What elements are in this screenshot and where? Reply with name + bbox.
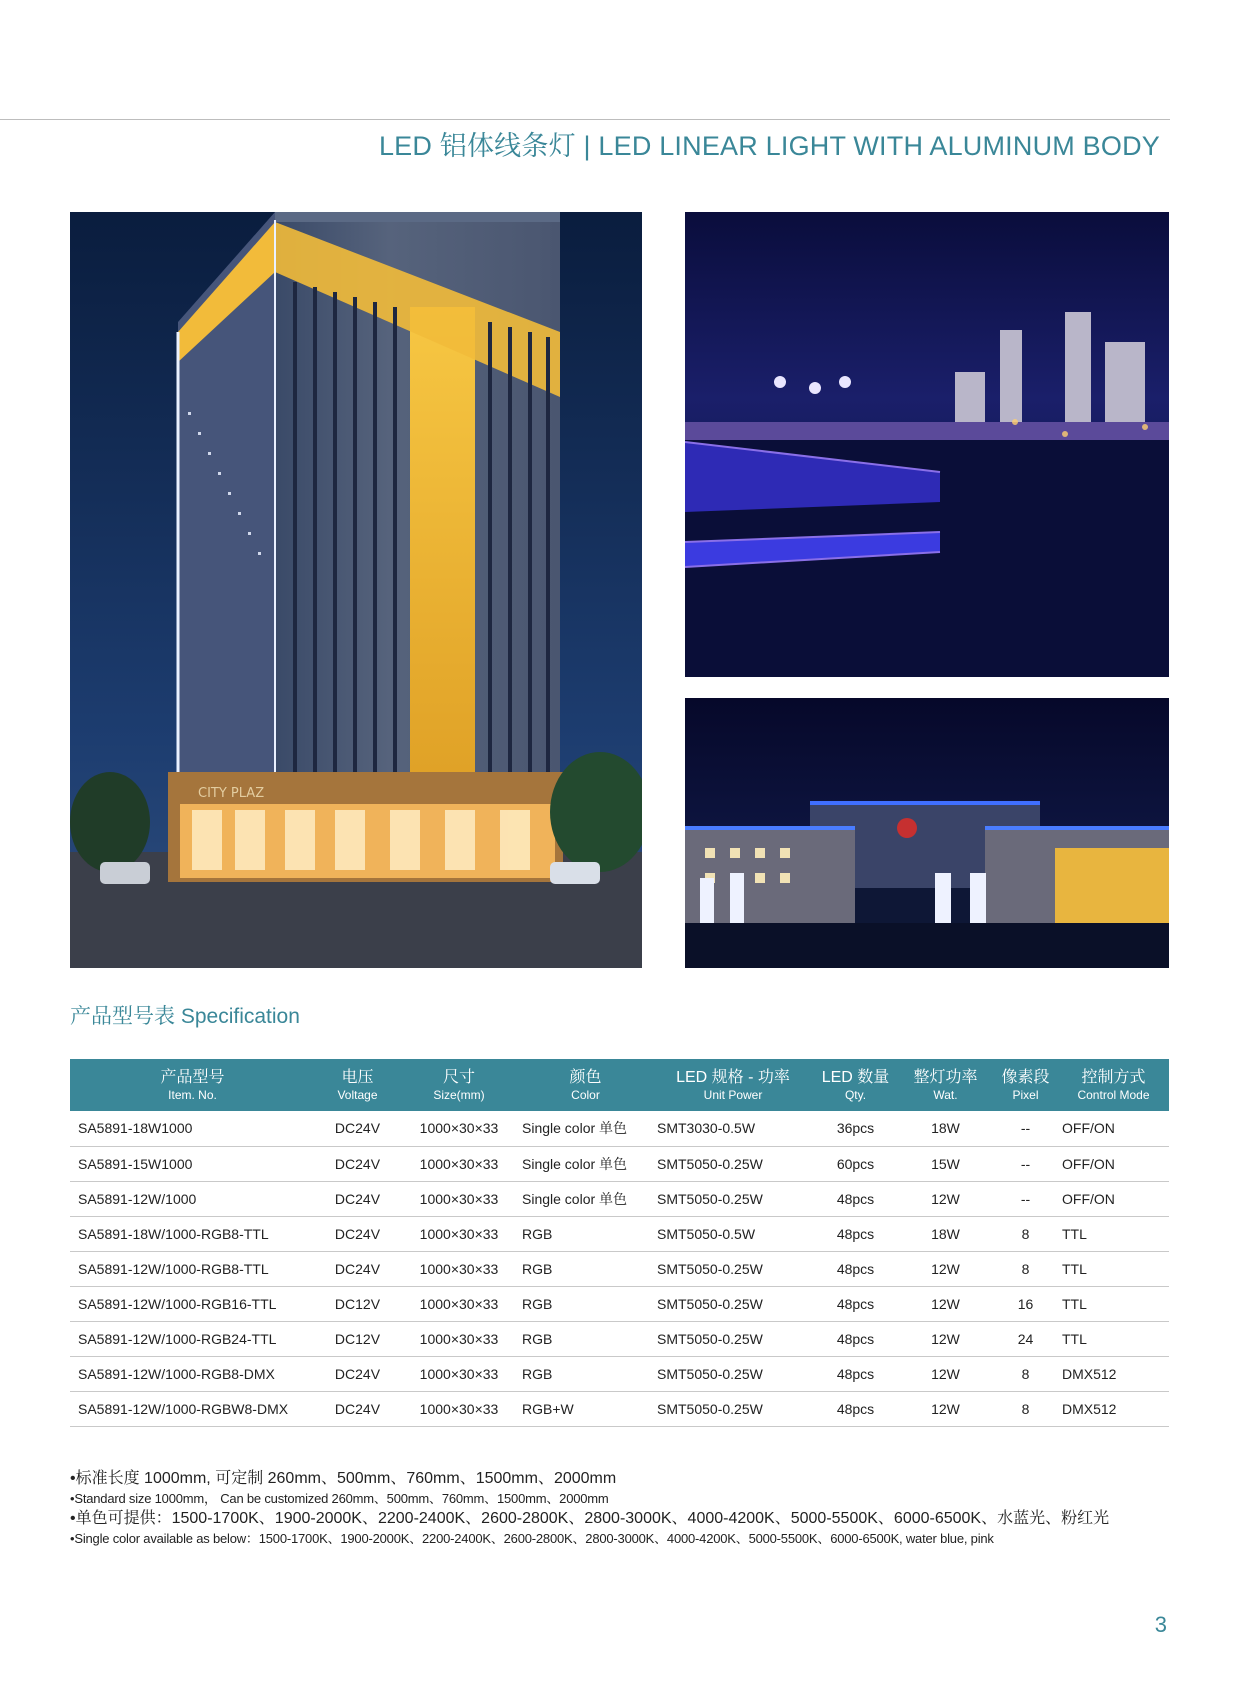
table-cell: DC24V xyxy=(334,1190,381,1207)
top-rule xyxy=(0,119,1170,120)
table-body xyxy=(70,1111,1169,1426)
table-cell: 1000×30×33 xyxy=(419,1225,499,1242)
note-line: •标准长度 1000mm, 可定制 260mm、500mm、760mm、1500mm、2000mm xyxy=(70,1470,617,1487)
header-label-zh: LED 数量 xyxy=(821,1068,890,1086)
table-cell: 48pcs xyxy=(836,1400,875,1417)
table-row xyxy=(70,1216,1169,1251)
table-cell: SMT5050-0.25W xyxy=(657,1260,763,1277)
table-cell: SMT5050-0.25W xyxy=(657,1365,763,1382)
table-row xyxy=(70,1286,1169,1321)
header-label-en: Unit Power xyxy=(703,1087,763,1102)
table-cell: DMX512 xyxy=(1062,1365,1117,1382)
header-label-zh: 控制方式 xyxy=(1081,1068,1146,1086)
table-cell: 1000×30×33 xyxy=(419,1295,499,1312)
table-cell: 8 xyxy=(1021,1260,1030,1277)
table-cell: SMT5050-0.25W xyxy=(657,1155,763,1172)
table-cell: SA5891-12W/1000-RGB16-TTL xyxy=(78,1295,277,1312)
table-cell: 18W xyxy=(931,1225,960,1242)
table-cell: 8 xyxy=(1021,1365,1030,1382)
header-cell xyxy=(898,1059,993,1111)
table-cell: SA5891-12W/1000-RGB8-TTL xyxy=(78,1260,269,1277)
header-cell xyxy=(518,1059,653,1111)
header-label-zh: 像素段 xyxy=(1001,1068,1050,1086)
table-cell: 12W xyxy=(931,1330,960,1347)
table-cell: -- xyxy=(1020,1190,1031,1207)
header-label-en: Voltage xyxy=(337,1087,378,1102)
table-cell: 48pcs xyxy=(836,1365,875,1382)
table-cell: 16 xyxy=(1017,1295,1034,1312)
table-cell: 1000×30×33 xyxy=(419,1190,499,1207)
table-cell: OFF/ON xyxy=(1062,1155,1115,1172)
note-line: •单色可提供：1500-1700K、1900-2000K、2200-2400K、2600-2800K、2800-3000K、4000-4200K、5000-5500K、6000-6500K、水蓝光、粉红光 xyxy=(70,1510,1110,1527)
header-label-zh: LED 规格 - 功率 xyxy=(676,1068,790,1086)
header-cell xyxy=(813,1059,898,1111)
table-cell: 48pcs xyxy=(836,1260,875,1277)
specification-table xyxy=(70,1059,1169,1427)
table-cell: SMT5050-0.25W xyxy=(657,1190,763,1207)
table-cell: 18W xyxy=(931,1120,960,1137)
header-label-zh: 电压 xyxy=(341,1068,374,1086)
table-row xyxy=(70,1181,1169,1216)
table-row xyxy=(70,1356,1169,1391)
header-label-zh: 产品型号 xyxy=(160,1068,225,1086)
table-cell: 12W xyxy=(931,1190,960,1207)
table-cell: SMT5050-0.25W xyxy=(657,1400,763,1417)
table-cell: SA5891-12W/1000-RGBW8-DMX xyxy=(78,1400,289,1417)
table-cell: 15W xyxy=(931,1155,960,1172)
building-signage: CITY PLAZ xyxy=(198,786,265,801)
table-header xyxy=(70,1059,1169,1111)
header-label-en: Color xyxy=(571,1087,600,1102)
header-label-en: Item. No. xyxy=(168,1087,217,1102)
table-cell: 48pcs xyxy=(836,1295,875,1312)
header-cell xyxy=(993,1059,1058,1111)
page-number: 3 xyxy=(1154,1612,1167,1637)
note-line: •Standard size 1000mm， Can be customized 260mm、500mm、760mm、1500mm、2000mm xyxy=(70,1491,609,1506)
header-label-en: Size(mm) xyxy=(433,1087,485,1102)
table-cell: RGB xyxy=(522,1295,553,1312)
table-cell: SA5891-15W1000 xyxy=(78,1155,193,1172)
table-cell: 12W xyxy=(931,1260,960,1277)
header-label-en: Pixel xyxy=(1012,1087,1039,1102)
table-cell: 8 xyxy=(1021,1400,1030,1417)
table-cell: SMT5050-0.5W xyxy=(657,1225,756,1242)
table-cell: Single color 单色 xyxy=(522,1190,628,1207)
header-cell xyxy=(70,1059,315,1111)
table-cell: 1000×30×33 xyxy=(419,1120,499,1137)
header-label-zh: 颜色 xyxy=(569,1068,602,1086)
table-cell: Single color 单色 xyxy=(522,1155,628,1172)
table-cell: RGB xyxy=(522,1260,553,1277)
table-cell: DMX512 xyxy=(1062,1400,1117,1417)
table-cell: RGB xyxy=(522,1330,553,1347)
page-title: LED 铝体线条灯 | LED LINEAR LIGHT WITH ALUMINUM BODY xyxy=(378,131,1160,161)
table-cell: SA5891-12W/1000-RGB24-TTL xyxy=(78,1330,277,1347)
table-cell: RGB+W xyxy=(522,1400,574,1417)
table-cell: TTL xyxy=(1062,1330,1087,1347)
table-cell: -- xyxy=(1020,1120,1031,1137)
table-cell: 1000×30×33 xyxy=(419,1400,499,1417)
table-cell: -- xyxy=(1020,1155,1031,1172)
building-illustration xyxy=(70,212,642,968)
table-cell: OFF/ON xyxy=(1062,1120,1115,1137)
table-cell: DC24V xyxy=(334,1365,381,1382)
bridge-illustration xyxy=(685,212,1169,677)
table-row xyxy=(70,1146,1169,1181)
table-row xyxy=(70,1391,1169,1426)
bridge-night-photo xyxy=(685,212,1169,677)
table-cell: Single color 单色 xyxy=(522,1120,628,1137)
table-cell: 36pcs xyxy=(836,1120,875,1137)
table-row xyxy=(70,1111,1169,1146)
specification-heading: 产品型号表 Specification xyxy=(70,1005,300,1028)
building-photo xyxy=(70,212,642,968)
header-cell xyxy=(315,1059,400,1111)
table-cell: 48pcs xyxy=(836,1225,875,1242)
table-header-row xyxy=(70,1059,1169,1111)
table-cell: TTL xyxy=(1062,1295,1087,1312)
table-cell: DC24V xyxy=(334,1260,381,1277)
table-cell: 24 xyxy=(1017,1330,1034,1347)
table-cell: SA5891-12W/1000 xyxy=(78,1190,197,1207)
table-cell: 60pcs xyxy=(836,1155,875,1172)
table-cell: DC24V xyxy=(334,1225,381,1242)
notes-section xyxy=(70,1468,1130,1548)
table-cell: DC12V xyxy=(334,1330,381,1347)
table-cell: OFF/ON xyxy=(1062,1190,1115,1207)
table-cell: RGB xyxy=(522,1225,553,1242)
header-label-en: Qty. xyxy=(844,1087,867,1102)
table-cell: 48pcs xyxy=(836,1190,875,1207)
table-row xyxy=(70,1321,1169,1356)
note-line: •Single color available as below：1500-1700K、1900-2000K、2200-2400K、2600-2800K、2800-3000K、4000-4200K、5000-5500K、6000-6500K, water blue, pink xyxy=(70,1531,994,1546)
header-label-zh: 尺寸 xyxy=(442,1068,475,1086)
table-row xyxy=(70,1251,1169,1286)
table-cell: DC24V xyxy=(334,1155,381,1172)
table-cell: TTL xyxy=(1062,1225,1087,1242)
government-building-photo xyxy=(685,698,1169,968)
table-cell: 1000×30×33 xyxy=(419,1365,499,1382)
table-cell: TTL xyxy=(1062,1260,1087,1277)
header-cell xyxy=(1058,1059,1169,1111)
table-cell: 1000×30×33 xyxy=(419,1155,499,1172)
header-cell xyxy=(400,1059,518,1111)
table-cell: SA5891-12W/1000-RGB8-DMX xyxy=(78,1365,275,1382)
table-cell: DC24V xyxy=(334,1400,381,1417)
table-cell: 1000×30×33 xyxy=(419,1330,499,1347)
table-cell: SMT3030-0.5W xyxy=(657,1120,756,1137)
table-cell: 1000×30×33 xyxy=(419,1260,499,1277)
table-cell: DC24V xyxy=(334,1120,381,1137)
table-cell: 12W xyxy=(931,1400,960,1417)
header-label-en: Wat. xyxy=(933,1087,958,1102)
table-cell: 48pcs xyxy=(836,1330,875,1347)
header-label-en: Control Mode xyxy=(1077,1087,1150,1102)
table-cell: 8 xyxy=(1021,1225,1030,1242)
table-cell: SA5891-18W1000 xyxy=(78,1120,193,1137)
table-cell: RGB xyxy=(522,1365,553,1382)
table-cell: SA5891-18W/1000-RGB8-TTL xyxy=(78,1225,269,1242)
table-cell: 12W xyxy=(931,1365,960,1382)
table-cell: 12W xyxy=(931,1295,960,1312)
table-cell: DC12V xyxy=(334,1295,381,1312)
table-cell: SMT5050-0.25W xyxy=(657,1295,763,1312)
government-building-illustration xyxy=(685,698,1169,968)
header-label-zh: 整灯功率 xyxy=(913,1068,978,1086)
header-cell xyxy=(653,1059,813,1111)
table-cell: SMT5050-0.25W xyxy=(657,1330,763,1347)
